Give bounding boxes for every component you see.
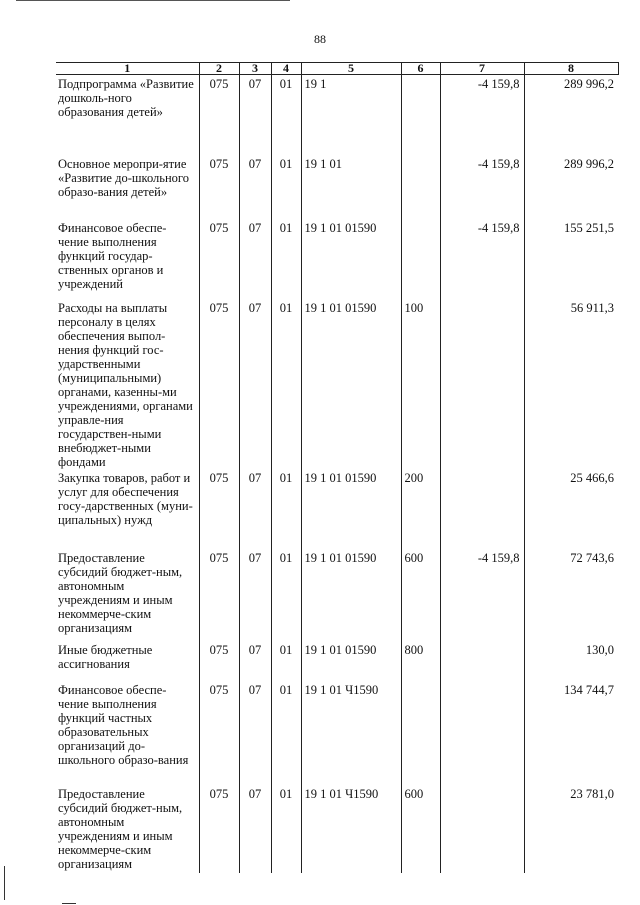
row-amount: 130,0 [524, 641, 618, 681]
row-target-article: 19 1 01 Ч1590 [301, 785, 401, 873]
row-amount: 134 744,7 [524, 681, 618, 785]
table-row [56, 681, 618, 785]
table-row [56, 641, 618, 681]
column-header-1: 1 [56, 63, 199, 75]
row-subsection: 01 [271, 785, 301, 873]
row-change [440, 785, 524, 873]
row-section: 07 [239, 299, 271, 469]
row-change [440, 681, 524, 785]
row-expense-type: 100 [401, 299, 440, 469]
row-section: 07 [239, 641, 271, 681]
page-number: 88 [314, 32, 326, 46]
column-header-2: 2 [199, 63, 239, 75]
row-expense-type [401, 219, 440, 299]
row-amount: 72 743,6 [524, 549, 618, 641]
column-header-7: 7 [440, 63, 524, 75]
row-target-article: 19 1 [301, 75, 401, 155]
row-expense-type [401, 155, 440, 219]
row-subsection: 01 [271, 469, 301, 549]
column-header-3: 3 [239, 63, 271, 75]
row-code: 075 [199, 155, 239, 219]
row-name: Закупка товаров, работ и услуг для обеспечения госу-дарственных (муни-ципальных) нужд [56, 469, 199, 549]
row-amount: 289 996,2 [524, 75, 618, 155]
row-target-article: 19 1 01 01590 [301, 641, 401, 681]
row-code: 075 [199, 299, 239, 469]
row-name: Основное меропри-ятие «Развитие до-школьного образо-вания детей» [56, 155, 199, 219]
row-name: Финансовое обеспе-чение выполнения функций частных образовательных организаций до-школьного образо-вания [56, 681, 199, 785]
row-expense-type: 200 [401, 469, 440, 549]
row-code: 075 [199, 785, 239, 873]
scan-mark [62, 903, 76, 904]
row-subsection: 01 [271, 641, 301, 681]
row-section: 07 [239, 681, 271, 785]
row-target-article: 19 1 01 [301, 155, 401, 219]
row-name: Предоставление субсидий бюджет-ным, автономным учреждениям и иным некоммерче-ским организациям [56, 549, 199, 641]
table-row [56, 549, 618, 641]
budget-table [56, 62, 619, 873]
column-header-8: 8 [524, 63, 618, 75]
column-header-4: 4 [271, 63, 301, 75]
row-change [440, 299, 524, 469]
row-change [440, 641, 524, 681]
row-expense-type: 600 [401, 785, 440, 873]
row-change: -4 159,8 [440, 155, 524, 219]
row-target-article: 19 1 01 01590 [301, 219, 401, 299]
row-expense-type [401, 681, 440, 785]
row-amount: 155 251,5 [524, 219, 618, 299]
row-section: 07 [239, 155, 271, 219]
row-target-article: 19 1 01 01590 [301, 469, 401, 549]
row-code: 075 [199, 549, 239, 641]
table-row [56, 299, 618, 469]
row-name: Финансовое обеспе-чение выполнения функций государ-ственных органов и учреждений [56, 219, 199, 299]
row-subsection: 01 [271, 75, 301, 155]
row-section: 07 [239, 219, 271, 299]
column-header-5: 5 [301, 63, 401, 75]
row-target-article: 19 1 01 Ч1590 [301, 681, 401, 785]
row-code: 075 [199, 219, 239, 299]
row-change: -4 159,8 [440, 75, 524, 155]
row-subsection: 01 [271, 299, 301, 469]
table-header-row [56, 63, 618, 75]
table-row [56, 469, 618, 549]
column-header-6: 6 [401, 63, 440, 75]
table-row [56, 155, 618, 219]
row-section: 07 [239, 785, 271, 873]
row-subsection: 01 [271, 681, 301, 785]
row-target-article: 19 1 01 01590 [301, 549, 401, 641]
row-expense-type: 800 [401, 641, 440, 681]
row-name: Иные бюджетные ассигнования [56, 641, 199, 681]
row-change: -4 159,8 [440, 219, 524, 299]
table-row [56, 219, 618, 299]
row-subsection: 01 [271, 155, 301, 219]
row-amount: 23 781,0 [524, 785, 618, 873]
row-name: Расходы на выплаты персоналу в целях обеспечения выпол-нения функций гос-ударственными (муниципальными) органами, казенны-ми учреждениями, органами управле-ния государствен-ными внебюджет-ными фондами [56, 299, 199, 469]
row-amount: 25 466,6 [524, 469, 618, 549]
row-subsection: 01 [271, 549, 301, 641]
row-amount: 289 996,2 [524, 155, 618, 219]
row-subsection: 01 [271, 219, 301, 299]
row-name: Подпрограмма «Развитие дошколь-ного образования детей» [56, 75, 199, 155]
row-name: Предоставление субсидий бюджет-ным, автономным учреждениям и иным некоммерче-ским организациям [56, 785, 199, 873]
table-row [56, 75, 618, 155]
top-rule [16, 0, 290, 1]
row-section: 07 [239, 469, 271, 549]
row-code: 075 [199, 681, 239, 785]
scan-mark [4, 866, 5, 900]
row-code: 075 [199, 75, 239, 155]
row-section: 07 [239, 549, 271, 641]
row-amount: 56 911,3 [524, 299, 618, 469]
row-target-article: 19 1 01 01590 [301, 299, 401, 469]
row-expense-type [401, 75, 440, 155]
row-code: 075 [199, 469, 239, 549]
row-change: -4 159,8 [440, 549, 524, 641]
row-expense-type: 600 [401, 549, 440, 641]
row-section: 07 [239, 75, 271, 155]
row-change [440, 469, 524, 549]
row-code: 075 [199, 641, 239, 681]
table-row [56, 785, 618, 873]
